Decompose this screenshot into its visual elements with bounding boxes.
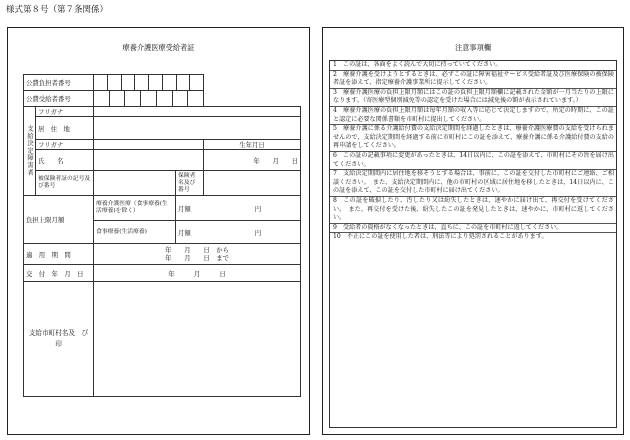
limit-care-label: 療養介護医療（食事療養(生活療養)を除く）	[94, 196, 176, 221]
note-item: 10 不正にこの証を使用した者は、刑法等により処罰されることがあります。	[333, 233, 548, 241]
certificate-title: 療養介護医療受給者証	[122, 43, 195, 52]
address-field[interactable]	[94, 117, 301, 140]
certificate-back-card	[322, 27, 624, 435]
furigana-field-2[interactable]	[94, 140, 204, 150]
notes-title: 注意事項欄	[455, 43, 491, 52]
insurance-card-label: 被保険者証の記号及び番号	[36, 171, 94, 196]
note-item: 2 療養介護を受けようとするときは、必ずこの証に障害福祉サービス受給者証及び医療保険の被保険者証を添えて、指定療養介護事業所に提示してください。	[330, 71, 616, 89]
beneficiary-side-label: 支給決定障害者	[24, 107, 36, 196]
note-item: 5 療養介護に係る介護給付費の支給決定期間を経過したときは、療養介護医療費の支給を受けられませんので、支給決定期間を経過する前に市町村にこの証を添えて、療養介護に係る介護給付費の支給の再申請をしてください。	[330, 125, 616, 152]
note-item: 6 この証の記載事項に変更があったときは、14日以内に、この証を添えて、市町村にその旨を届け出てください。	[330, 152, 616, 170]
note-item: 1 この証は、各面をよく読んで大切に持っていてください。	[330, 61, 616, 71]
period-to: 年 月 日 まで	[165, 254, 229, 262]
period-field[interactable]	[94, 244, 301, 265]
issue-date-label: 交 付 年 月 日	[24, 265, 94, 282]
issue-date-field[interactable]: 年 月 日	[94, 265, 301, 282]
payer-number-field[interactable]	[94, 75, 204, 91]
address-label: 居 住 地	[36, 117, 94, 140]
period-label: 適 用 期 間	[24, 244, 94, 265]
period-from: 年 月 日 から	[165, 246, 229, 254]
limit-meal-field[interactable]: 月額 円	[176, 221, 301, 244]
insurer-label: 保険者名及び番号	[176, 171, 204, 196]
furigana-field-1[interactable]	[94, 107, 301, 117]
furigana-label-2: フリガナ	[36, 140, 94, 150]
insurance-card-field[interactable]	[94, 171, 176, 196]
limit-meal-label: 食事療養(生活療養)	[94, 221, 176, 244]
payer-number-label: 公費負担者番号	[24, 75, 94, 91]
note-item: 9 受給者の資格がなくなったときは、直ちに、この証を市町村に返してください。	[330, 224, 616, 234]
municipality-stamp-field[interactable]	[94, 282, 301, 397]
recipient-number-field[interactable]	[94, 91, 204, 107]
insurer-field[interactable]	[204, 171, 301, 196]
municipality-label: 支給市町村名及 び 印	[24, 282, 94, 397]
note-item: 8 この証を破損したり、汚したり又は紛失したときは、速やかに届け出て、再交付を受けてください。 また、再交付を受けた後、紛失したこの証を発見したときは、速やかに、市町村に返してください。	[330, 197, 616, 224]
note-item: 3 療養介護医療の負担上限月額にはこの証の負担上限月額欄に記載された金額が一月当たりの上限になります。（寄医療型個別減免等の認定を受けた場合には減免後の額が表示されています。）	[330, 89, 616, 107]
certificate-table	[23, 74, 301, 397]
name-label: 氏 名	[36, 150, 94, 171]
birth-date-field[interactable]: 年 月 日	[204, 150, 301, 171]
note-item: 4 療養介護医療の負担上限月額は毎年月額の収入等に応じて決定しますので、所定の時期に、この証と認定に必要な関係書類を市町村に提出してください。	[330, 107, 616, 125]
limit-care-field[interactable]: 月額 円	[176, 196, 301, 221]
notes-list	[330, 61, 616, 242]
notes-box	[329, 60, 617, 428]
note-item: 7 支給決定期間内に居住地を移そうとする場合は、事前に、この証を交付した市町村にご連絡、ご相談ください。 また、支給決定期間内に、他の市町村の区域に居住地を移したときは、14日以内に、この証を添えて、この証を交付した市町村に届け出てください。	[330, 170, 616, 197]
recipient-number-label: 公費受給者番号	[24, 91, 94, 107]
furigana-label-1: フリガナ	[36, 107, 94, 117]
name-field[interactable]	[94, 150, 204, 171]
form-number-label: 様式第８号（第７条関係）	[6, 5, 109, 15]
limit-label: 負担上限月額	[24, 196, 94, 244]
birth-date-label: 生年月日	[204, 140, 301, 150]
certificate-front-card	[7, 27, 310, 435]
